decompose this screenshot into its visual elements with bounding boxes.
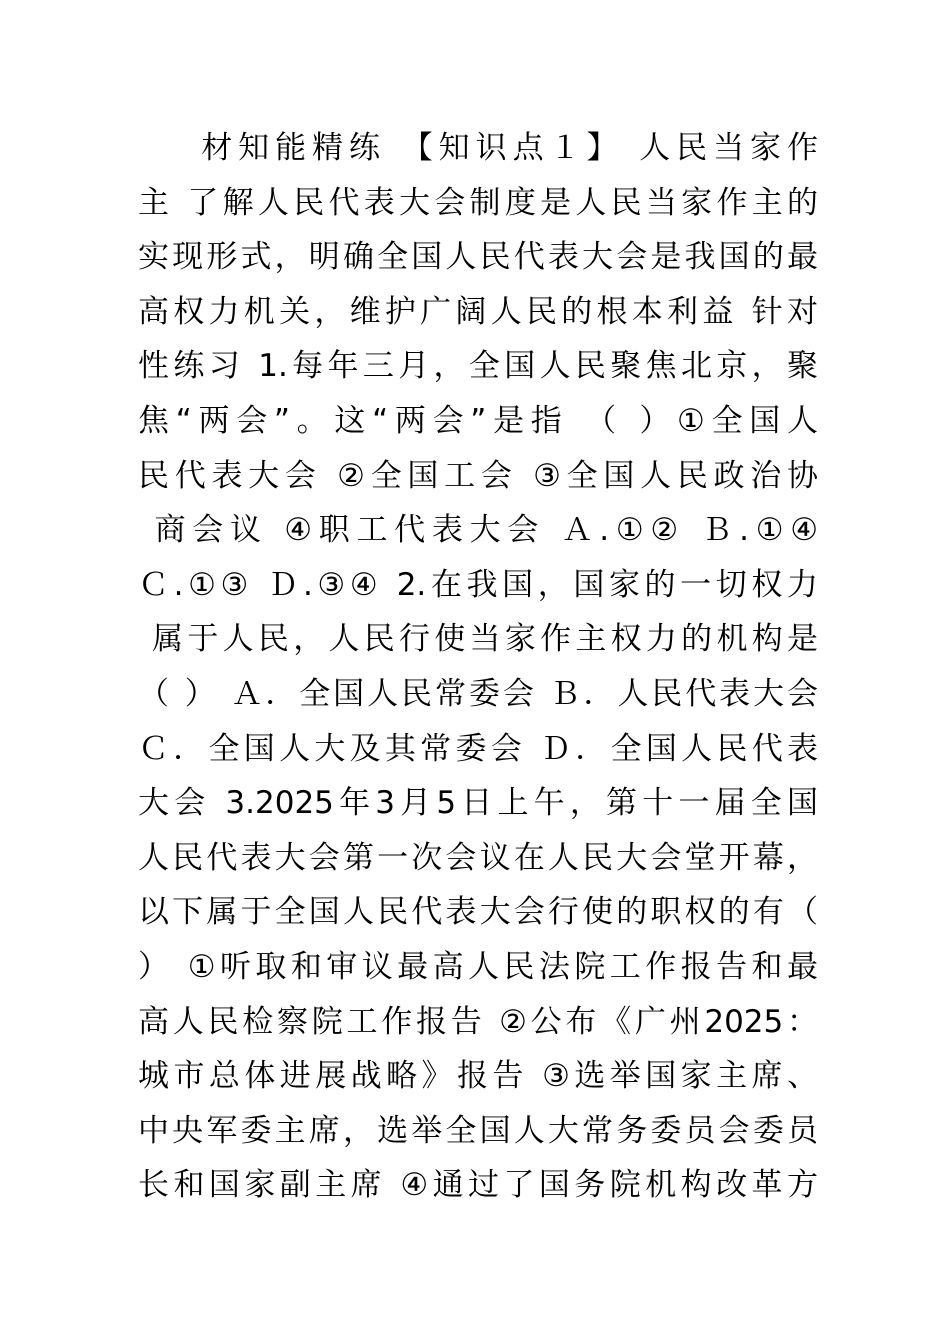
text-line: 焦“两会”。这“两会”是指 （ ）①全国人 bbox=[138, 402, 818, 439]
text-line: 中央军委主席，选举全国人大常务委员会委员 bbox=[138, 1112, 818, 1149]
text-line: 人民代表大会第一次会议在人民大会堂开幕， bbox=[138, 839, 818, 876]
text-line: 以下属于全国人民代表大会行使的职权的有（ bbox=[138, 894, 818, 931]
text-line: 民代表大会 ②全国工会 ③全国人民政治协 bbox=[138, 457, 818, 494]
text-line: 大会 3.2025年3月5日上午，第十一届全国 bbox=[138, 785, 818, 822]
text-line: ） ①听取和审议最高人民法院工作报告和最 bbox=[138, 948, 818, 985]
text-line: 实现形式，明确全国人民代表大会是我国的最 bbox=[138, 239, 818, 276]
text-line: 性练习 1.每年三月，全国人民聚焦北京，聚 bbox=[138, 348, 818, 385]
text-line: 长和国家副主席 ④通过了国务院机构改革方 bbox=[138, 1167, 818, 1204]
text-line: 主 了解人民代表大会制度是人民当家作主的 bbox=[138, 184, 818, 221]
text-line: Ｃ.①③ Ｄ.③④ 2.在我国，国家的一切权力 bbox=[138, 566, 818, 603]
text-line: 城市总体进展战略》报告 ③选举国家主席、 bbox=[138, 1058, 818, 1095]
text-line: （ ） Ａ．全国人民常委会 Ｂ．人民代表大会 bbox=[138, 675, 818, 712]
text-line: 高权力机关，维护广阔人民的根本利益 针对 bbox=[138, 293, 818, 330]
body-text bbox=[138, 121, 818, 1213]
text-line: Ｃ．全国人大及其常委会 Ｄ．全国人民代表 bbox=[138, 730, 818, 767]
text-line: 材知能精练 【知识点１】 人民当家作 bbox=[138, 130, 818, 166]
text-line: 商会议 ④职工代表大会 Ａ.①② Ｂ.①④ bbox=[138, 512, 818, 549]
text-line: 高人民检察院工作报告 ②公布《广州2025： bbox=[138, 1003, 818, 1040]
text-line: 属于人民，人民行使当家作主权力的机构是 bbox=[138, 621, 818, 658]
